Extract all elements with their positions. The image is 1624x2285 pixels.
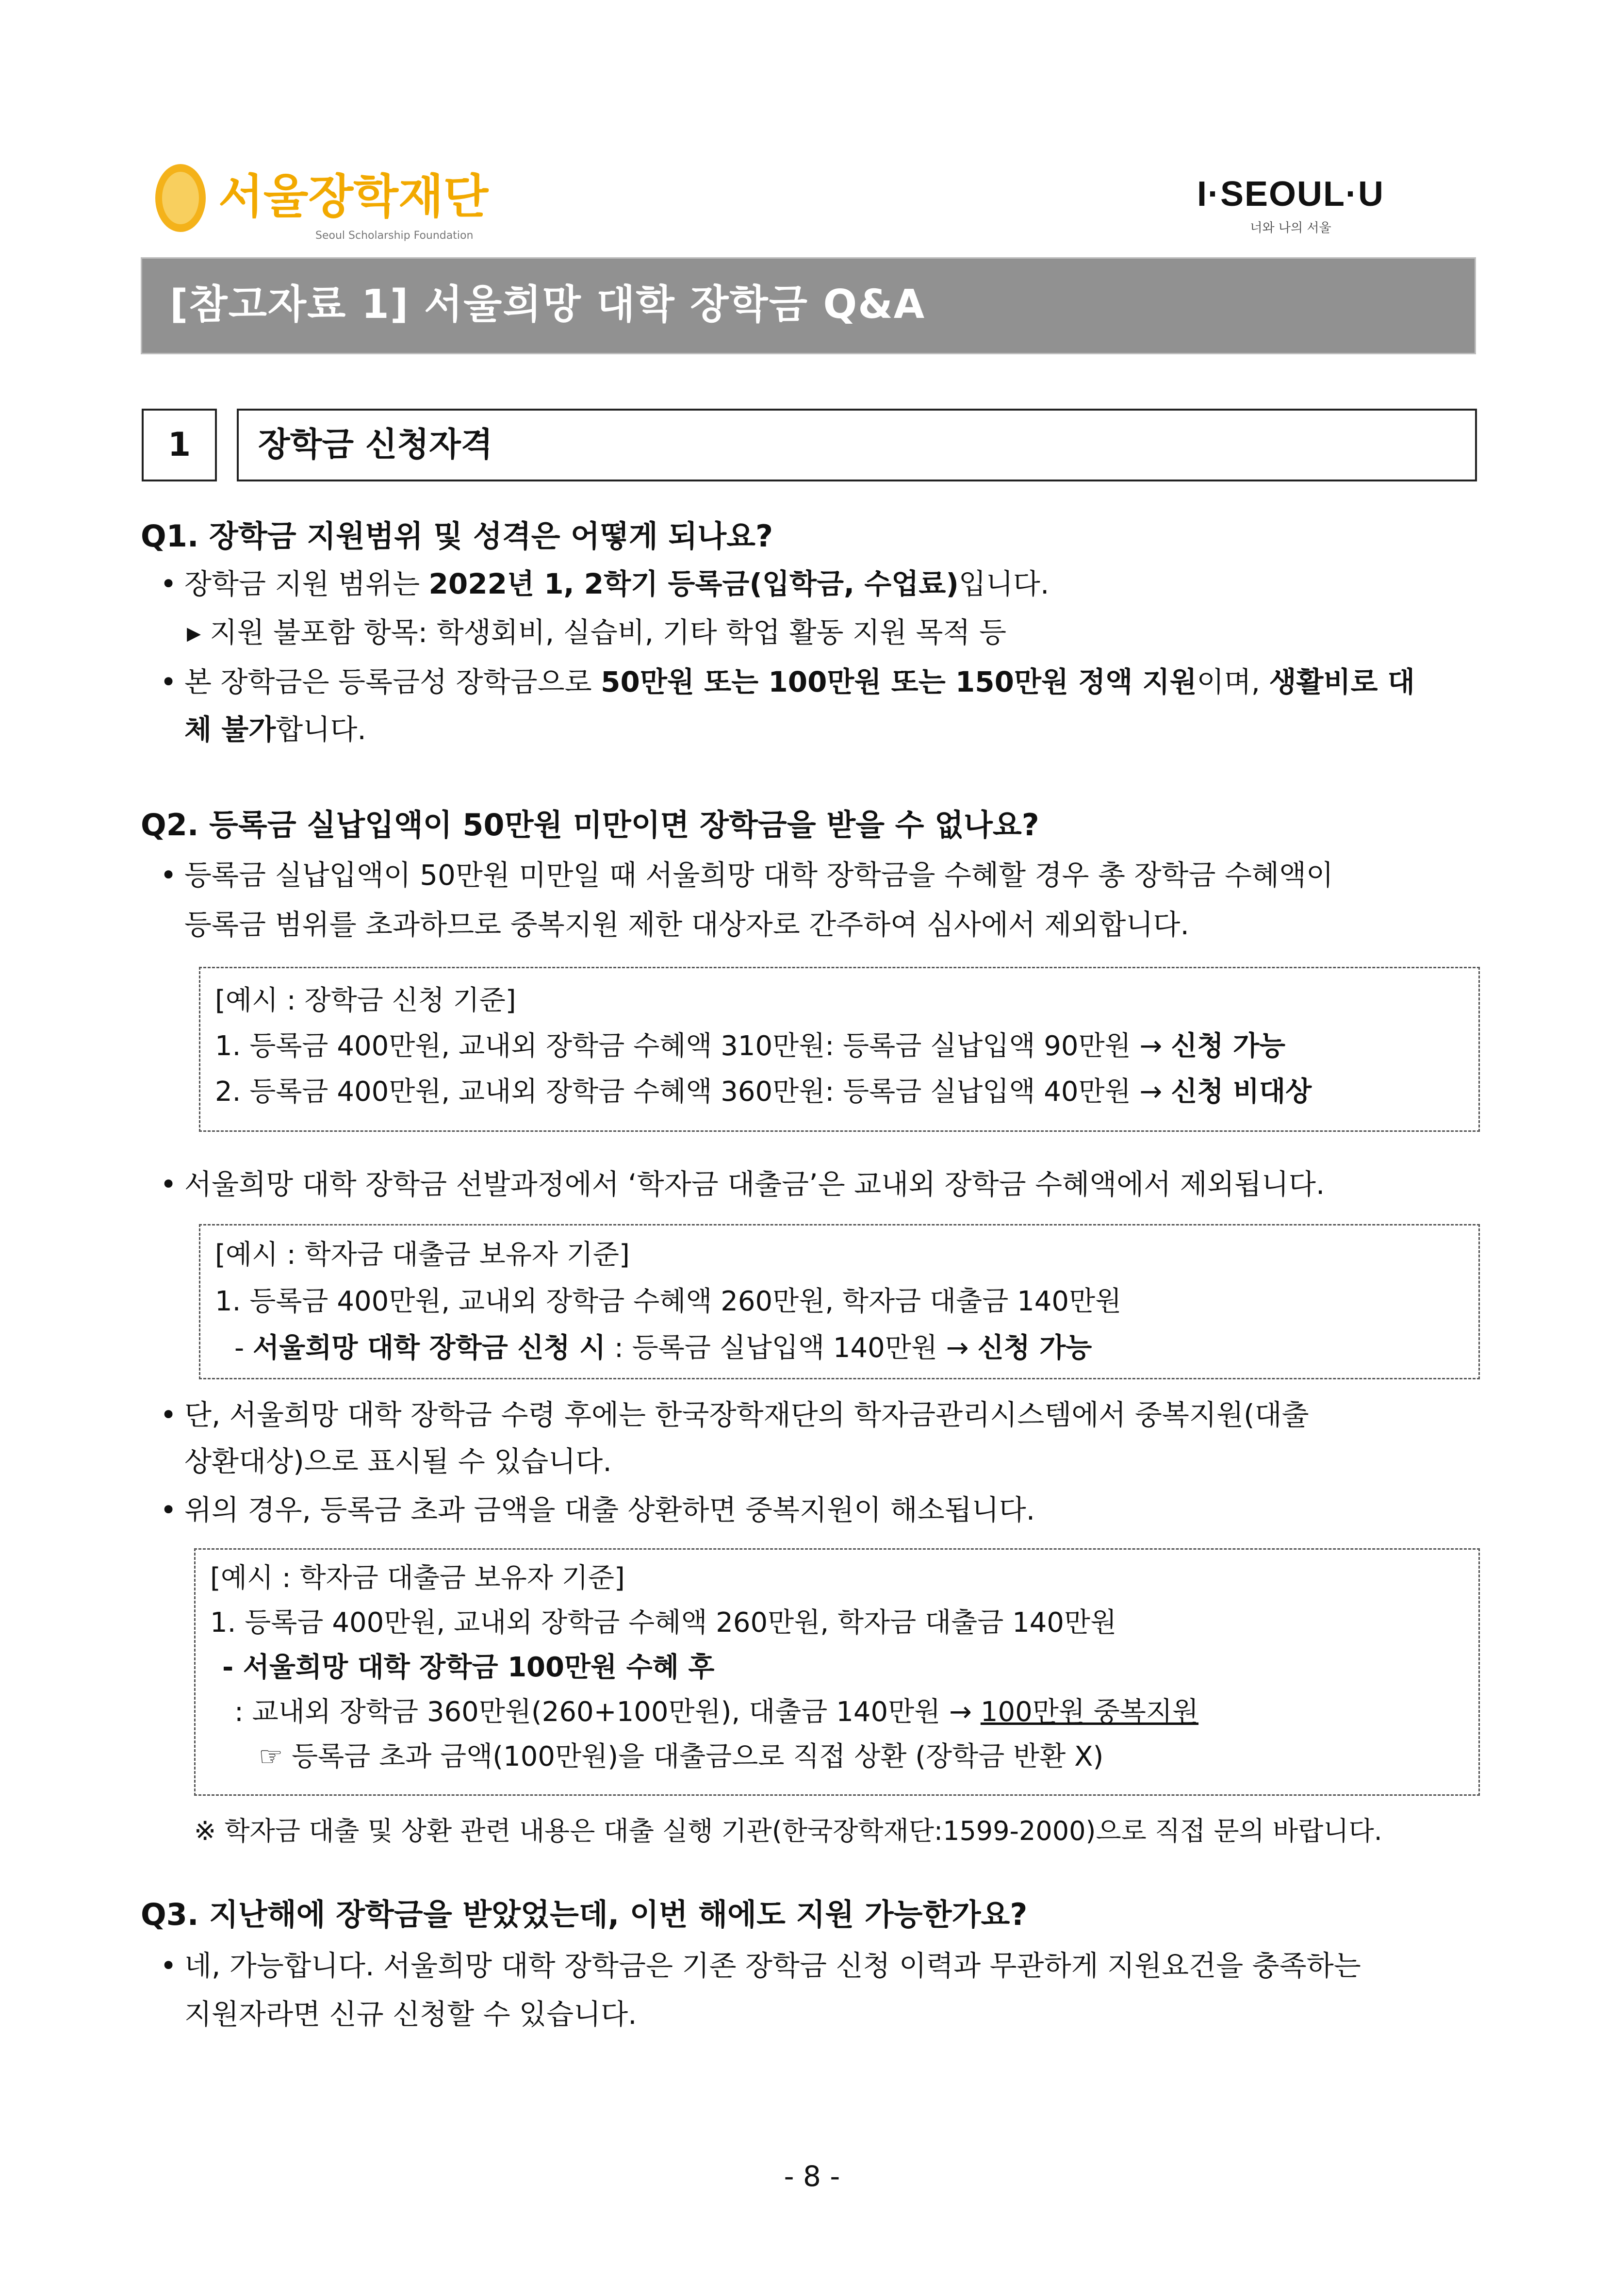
bullet-dot: • — [160, 1493, 177, 1526]
q2-b3-line1: 단, 서울희망 대학 장학금 수령 후에는 한국장학재단의 학자금관리시스템에서 중복지원(대출 — [184, 1398, 1309, 1431]
bullet-dot: • — [160, 1168, 177, 1201]
q1-b1-end: 입니다. — [958, 567, 1050, 600]
q1-title: Q1. 장학금 지원범위 및 성격은 어떻게 되나요? — [141, 518, 773, 554]
bullet-dot: • — [160, 567, 177, 600]
seoul-scholarship-logo — [150, 155, 490, 243]
box2-l2-bold: 서울희망 대학 장학금 신청 시 — [253, 1332, 606, 1364]
box3-line4: ☞ 등록금 초과 금액(100만원)을 대출금으로 직접 상환 (장학금 반환 X) — [259, 1741, 1104, 1772]
q1-sub-item: ▸ 지원 불포함 항목: 학생회비, 실습비, 기타 학업 활동 지원 목적 등 — [187, 616, 1007, 649]
box1-l1-text: 1. 등록금 400만원, 교내외 장학금 수혜액 310만원: 등록금 실납입액 90만원 → — [215, 1030, 1171, 1062]
example-box-3 — [194, 1548, 1480, 1796]
q3-title: Q3. 지난해에 장학금을 받았었는데, 이번 해에도 지원 가능한가요? — [141, 1897, 1028, 1932]
title-banner — [141, 257, 1476, 354]
box3-line3 — [234, 1689, 1198, 1735]
box1-l2-bold: 신청 비대상 — [1171, 1076, 1312, 1108]
box3-l3-underlined: 100만원 중복지원 — [980, 1696, 1199, 1728]
q1-b1-bold: 2022년 1, 2학기 등록금(입학금, 수업료) — [428, 567, 959, 600]
box3-heading: [예시 : 학자금 대출금 보유자 기준] — [210, 1562, 625, 1594]
box2-line2 — [234, 1325, 1092, 1371]
seoul-scholarship-logo-graphic — [150, 155, 490, 243]
q2-bullet-2 — [160, 1162, 1325, 1206]
q2-bullet-1-line2: 등록금 범위를 초과하므로 중복지원 제한 대상자로 간주하여 심사에서 제외합니다. — [184, 908, 1189, 941]
box2-l2-bold2: 신청 가능 — [977, 1332, 1092, 1364]
q1-b1-text: 장학금 지원 범위는 — [184, 567, 429, 600]
logo-subtext: Seoul Scholarship Foundation — [315, 230, 474, 242]
logo-text: 서울장학재단 — [218, 169, 489, 224]
i-seoul-u-tagline: 너와 나의 서울 — [1250, 221, 1331, 235]
bullet-dot: • — [160, 859, 177, 892]
box1-heading: [예시 : 장학금 신청 기준] — [215, 985, 516, 1016]
q1-b2-bold: 50만원 또는 100만원 또는 150만원 정액 지원 — [601, 665, 1197, 698]
example-box-1 — [199, 967, 1480, 1132]
box3-line1: 1. 등록금 400만원, 교내외 장학금 수혜액 260만원, 학자금 대출금 140만원 — [210, 1607, 1117, 1639]
q2-b4-text: 위의 경우, 등록금 초과 금액을 대출 상환하면 중복지원이 해소됩니다. — [184, 1493, 1035, 1526]
box1-l1-bold: 신청 가능 — [1171, 1030, 1286, 1062]
q1-b2-mid: 이며, — [1197, 665, 1269, 698]
box1-line1 — [215, 1024, 1285, 1069]
q1-bullet-1 — [160, 562, 1049, 606]
box2-l2-text: : 등록금 실납입액 140만원 → — [606, 1332, 978, 1364]
box3-l3-text: : 교내외 장학금 360만원(260+100만원), 대출금 140만원 → — [234, 1696, 981, 1728]
q1-bullet-2-cont — [184, 708, 366, 751]
q1-b2-text: 본 장학금은 등록금성 장학금으로 — [184, 665, 601, 698]
q2-bullet-4 — [160, 1488, 1035, 1532]
q3-bullet-1-line2: 지원자라면 신규 신청할 수 있습니다. — [184, 1998, 637, 2031]
bullet-dot: • — [160, 665, 177, 698]
q3-b1-line1: 네, 가능합니다. 서울희망 대학 장학금은 기존 장학금 신청 이력과 무관하게 지원요건을 충족하는 — [184, 1949, 1361, 1982]
q3-bullet-1 — [160, 1944, 1361, 1987]
example-box-2 — [199, 1224, 1480, 1379]
bullet-dot: • — [160, 1949, 177, 1982]
box3-line2: - 서울희망 대학 장학금 100만원 수혜 후 — [222, 1652, 715, 1683]
section-number: 1 — [142, 409, 217, 481]
q2-b2-text: 서울희망 대학 장학금 선발과정에서 ‘학자금 대출금’은 교내외 장학금 수혜액에서 제외됩니다. — [184, 1168, 1325, 1201]
q2-bullet-1 — [160, 853, 1333, 897]
q1-bullet-2 — [160, 660, 1415, 704]
box1-line2 — [215, 1069, 1312, 1115]
q1-b2-bold3: 체 불가 — [184, 713, 276, 746]
box2-l2-dash: - — [234, 1332, 253, 1364]
i-seoul-u-logo — [1174, 172, 1407, 245]
q1-b2-bold2: 생활비로 대 — [1269, 665, 1415, 698]
q2-bullet-3 — [160, 1393, 1309, 1437]
box1-l2-text: 2. 등록금 400만원, 교내외 장학금 수혜액 360만원: 등록금 실납입액 40만원 → — [215, 1076, 1171, 1108]
section-title: 장학금 신청자격 — [237, 409, 1477, 481]
q2-bullet-3-line2: 상환대상)으로 표시될 수 있습니다. — [184, 1445, 612, 1478]
bullet-dot: • — [160, 1398, 177, 1431]
page-number: - 8 - — [784, 2160, 840, 2193]
box2-line1: 1. 등록금 400만원, 교내외 장학금 수혜액 260만원, 학자금 대출금 140만원 — [215, 1286, 1122, 1317]
q2-note: ※ 학자금 대출 및 상환 관련 내용은 대출 실행 기관(한국장학재단:1599-2000)으로 직접 문의 바랍니다. — [194, 1816, 1382, 1846]
i-seoul-u-wordmark: I·SEOUL·U — [1197, 175, 1384, 214]
box2-heading: [예시 : 학자금 대출금 보유자 기준] — [215, 1239, 630, 1271]
q2-title: Q2. 등록금 실납입액이 50만원 미만이면 장학금을 받을 수 없나요? — [141, 807, 1039, 843]
q1-b2-end: 합니다. — [276, 713, 366, 746]
q2-b1-line1: 등록금 실납입액이 50만원 미만일 때 서울희망 대학 장학금을 수혜할 경우 총 장학금 수혜액이 — [184, 859, 1334, 892]
banner-title: [참고자료 1] 서울희망 대학 장학금 Q&A — [170, 281, 926, 328]
